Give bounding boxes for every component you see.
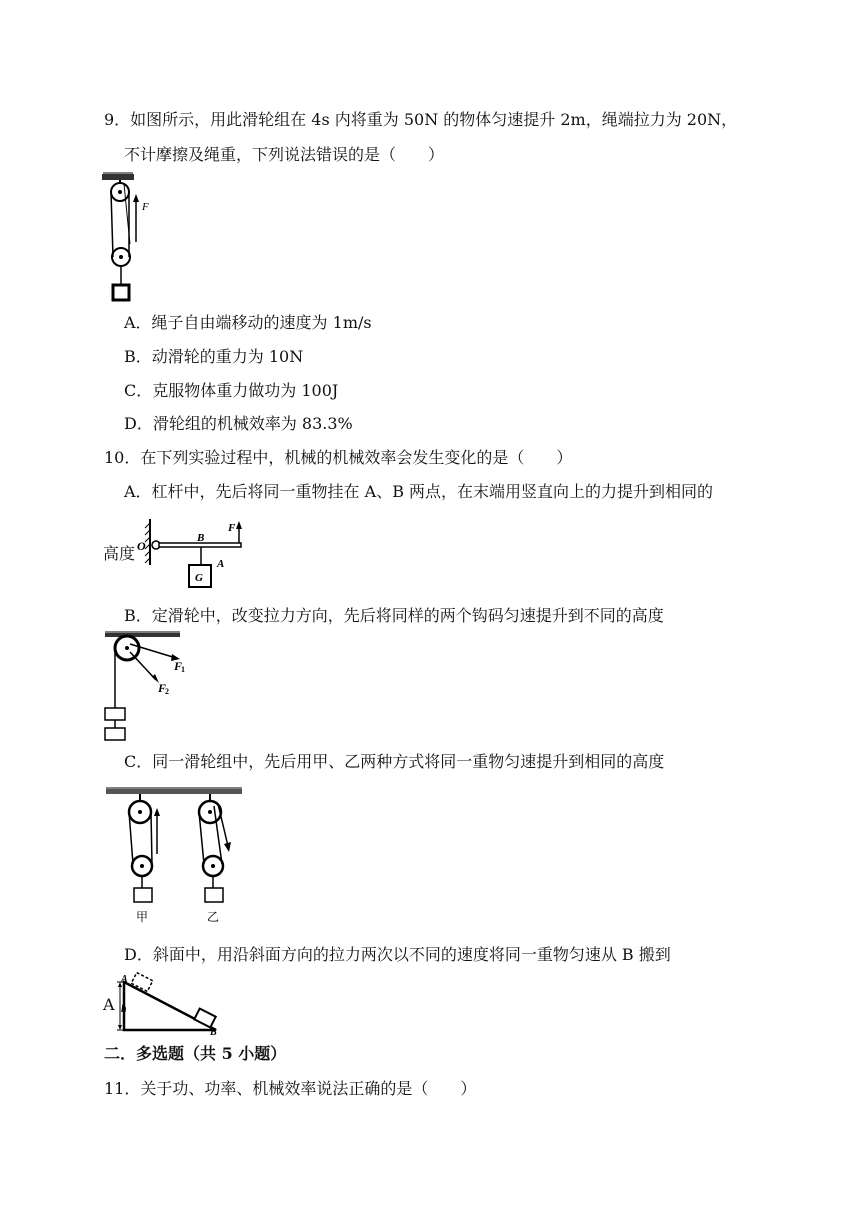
q10-label-jia: 甲 xyxy=(136,910,149,924)
q11-stem: 11．关于功、功率、机械效率说法正确的是（ ） xyxy=(104,1079,477,1098)
q10-label-f1-sub: 1 xyxy=(181,665,185,674)
q10-option-a: A．杠杆中，先后将同一重物挂在 A、B 两点，在末端用竖直向上的力提升到相同的 xyxy=(124,482,714,501)
section-2-title: 二．多选题（共 5 小题） xyxy=(104,1044,287,1063)
q10-incline-label-b: B xyxy=(210,1027,217,1036)
q9-force-label: F xyxy=(142,201,149,213)
q10-incline-label-a: A xyxy=(121,974,128,985)
q10-incline-label-h: h xyxy=(121,1004,127,1015)
q9-stem-line2: 不计摩擦及绳重，下列说法错误的是（ ） xyxy=(124,145,445,164)
q10-option-a-continuation: 高度 xyxy=(103,544,136,563)
q10-option-d-continuation: A xyxy=(103,995,115,1014)
q9-option-b: B．动滑轮的重力为 10N xyxy=(124,347,304,366)
q10-stem: 10．在下列实验过程中，机械的机械效率会发生变化的是（ ） xyxy=(104,448,573,467)
q9-stem-line1: 9．如图所示，用此滑轮组在 4s 内将重为 50N 的物体匀速提升 2m，绳端拉力为 20N， xyxy=(104,110,738,129)
q10-label-o: O xyxy=(137,539,146,553)
q10-label-f2: F xyxy=(158,681,167,695)
q10-option-c: C．同一滑轮组中，先后用甲、乙两种方式将同一重物匀速提升到相同的高度 xyxy=(124,752,665,771)
q10-fixed-pulley-figure xyxy=(100,630,190,744)
q10-label-b: B xyxy=(197,532,205,544)
q10-label-a: A xyxy=(217,558,225,570)
q9-option-c: C．克服物体重力做功为 100J xyxy=(124,381,339,400)
q10-label-f2-sub: 2 xyxy=(165,687,169,696)
q10-incline-figure xyxy=(114,972,226,1036)
q10-option-d: D．斜面中，用沿斜面方向的拉力两次以不同的速度将同一重物匀速从 B 搬到 xyxy=(124,945,671,964)
q10-pulley-group-figure xyxy=(100,784,250,934)
q9-option-d: D．滑轮组的机械效率为 83.3% xyxy=(124,414,353,433)
q10-label-g: G xyxy=(195,572,203,584)
q10-option-b: B．定滑轮中，改变拉力方向，先后将同样的两个钩码匀速提升到不同的高度 xyxy=(124,606,664,625)
q9-option-a: A．绳子自由端移动的速度为 1m/s xyxy=(124,313,372,332)
q10-label-yi: 乙 xyxy=(207,910,220,924)
q10-label-f: F xyxy=(228,522,236,534)
q10-label-f1: F xyxy=(174,659,183,673)
q9-pulley-figure xyxy=(100,172,170,304)
q10-lever-figure xyxy=(135,515,247,591)
